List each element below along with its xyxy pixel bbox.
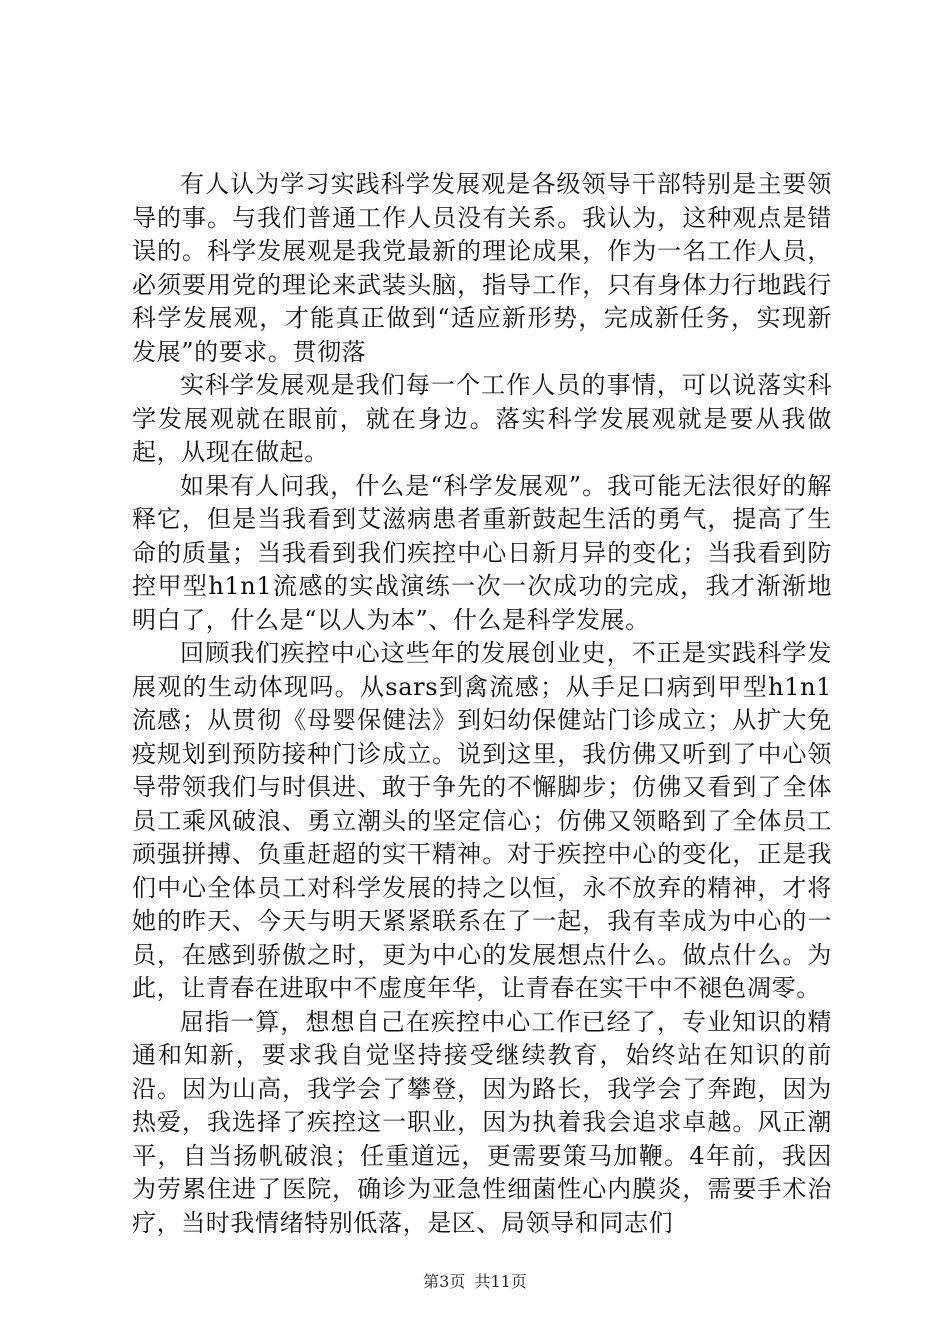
paragraph: 实科学发展观是我们每一个工作人员的事情，可以说落实科学发展观就在眼前，就在身边。落实科学发展观就是要从我做起，从现在做起。 <box>132 371 832 466</box>
paragraph: 如果有人问我，什么是“科学发展观”。我可能无法很好的解释它，但是当我看到艾滋病患者重新鼓起生活的勇气，提高了生命的质量；当我看到我们疾控中心日新月异的变化；当我看到防控甲型h1n1流感的实战演练一次一次成功的完成，我才渐渐地明白了，什么是“以人为本”、什么是科学发展。 <box>132 471 832 634</box>
paragraph: 屈指一算，想想自己在疾控中心工作已经了，专业知识的精通和知新，要求我自觉坚持接受继续教育，始终站在知识的前沿。因为山高，我学会了攀登，因为路长，我学会了奔跑，因为热爱，我选择了疾控这一职业，因为执着我会追求卓越。风正潮平，自当扬帆破浪；任重道远，更需要策马加鞭。4年前，我因为劳累住进了医院，确诊为亚急性细菌性心内膜炎，需要手术治疗，当时我情绪特别低落，是区、局领导和同志们 <box>132 1007 832 1237</box>
document-body <box>132 168 832 1240</box>
page-total: 共11页 <box>474 1272 527 1291</box>
paragraph: 有人认为学习实践科学发展观是各级领导干部特别是主要领导的事。与我们普通工作人员没有关系。我认为，这种观点是错误的。科学发展观是我党最新的理论成果，作为一名工作人员，必须要用党的理论来武装头脑，指导工作，只有身体力行地践行科学发展观，才能真正做到“适应新形势，完成新任务，实现新发展”的要求。贯彻落 <box>132 170 832 366</box>
paragraph: 回顾我们疾控中心这些年的发展创业史，不正是实践科学发展观的生动体现吗。从sars到禽流感；从手足口病到甲型h1n1流感；从贯彻《母婴保健法》到妇幼保健站门诊成立；从扩大免疫规划到预防接种门诊成立。说到这里，我仿佛又听到了中心领导带领我们与时俱进、敢于争先的不懈脚步；仿佛又看到了全体员工乘风破浪、勇立潮头的坚定信心；仿佛又领略到了全体员工顽强拼搏、负重赶超的实干精神。对于疾控中心的变化，正是我们中心全体员工对科学发展的持之以恒，永不放弃的精神，才将她的昨天、今天与明天紧紧联系在了一起，我有幸成为中心的一员，在感到骄傲之时，更为中心的发展想点什么。做点什么。为此，让青春在进取中不虚度年华，让青春在实干中不褪色凋零。 <box>132 639 832 1002</box>
page-footer <box>0 1272 950 1292</box>
page-number: 第3页 <box>423 1272 466 1291</box>
